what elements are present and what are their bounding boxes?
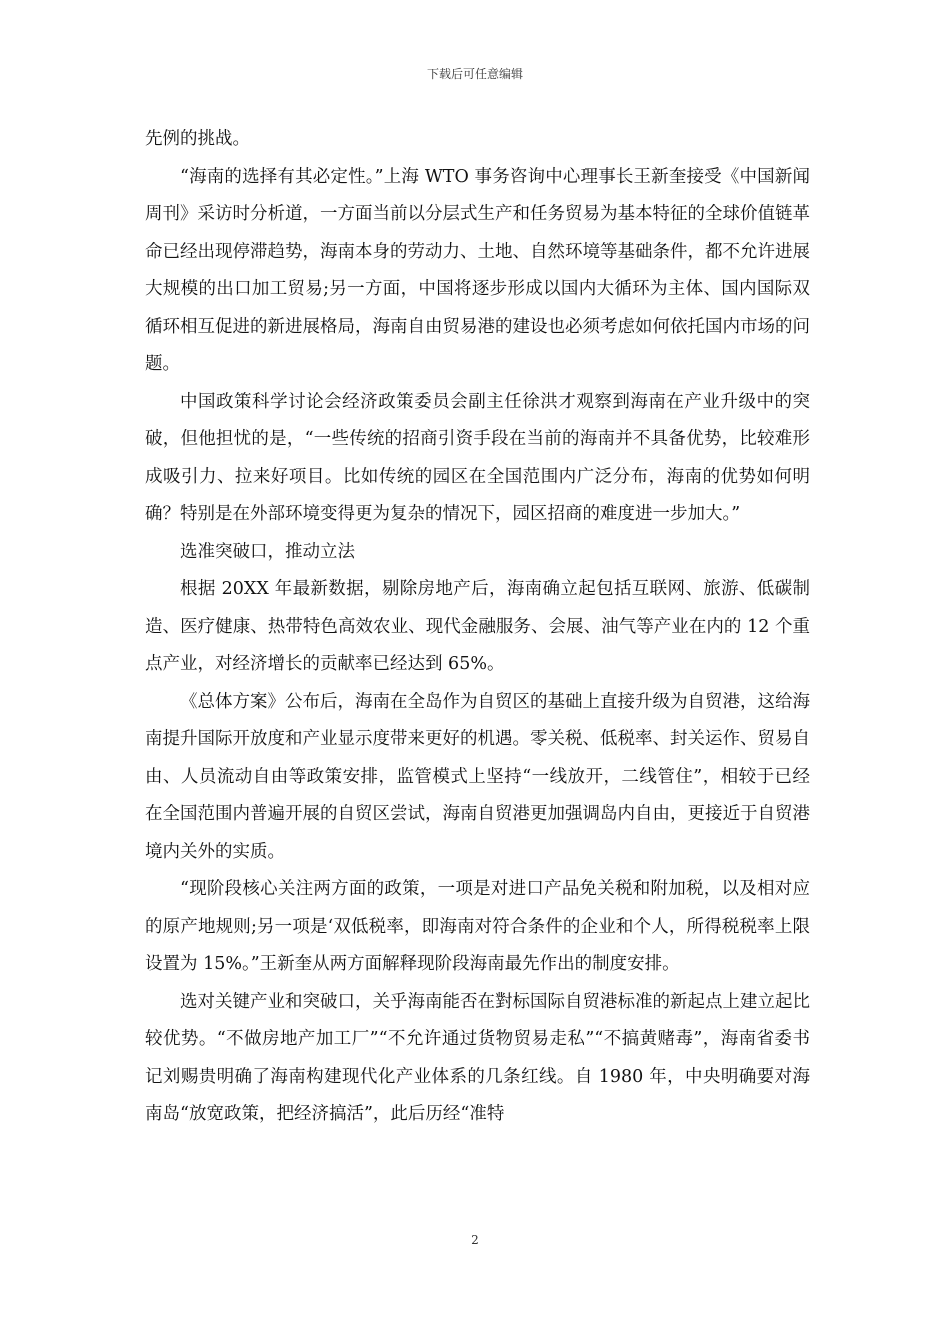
body-text <box>145 121 810 1134</box>
paragraph-3: 中国政策科学讨论会经济政策委员会副主任徐洪才观察到海南在产业升级中的突破，但他担忧的是，“一些传统的招商引资手段在当前的海南并不具备优势，比较难形成吸引力、拉来好项目。比如传统的园区在全国范围内广泛分布，海南的优势如何明确？特别是在外部环境变得更为复杂的情况下，园区招商的难度进一步加大。” <box>145 391 810 524</box>
paragraph-2: “海南的选择有其必定性。”上海 WTO 事务咨询中心理事长王新奎接受《中国新闻周刊》采访时分析道，一方面当前以分层式生产和任务贸易为基本特征的全球价值链革命已经出现停滞趋势，海南本身的劳动力、土地、自然环境等基础条件，都不允许进展大规模的出口加工贸易;另一方面，中国将逐步形成以国内大循环为主体、国内国际双循环相互促进的新进展格局，海南自由贸易港的建设也必须考虑如何依托国内市场的问题。 <box>145 166 810 374</box>
section-heading: 选准突破口，推动立法 <box>180 541 355 562</box>
page-number: 2 <box>471 1233 479 1247</box>
page-header: 下载后可任意编辑 <box>426 67 523 81</box>
paragraph-1: 先例的挑战。 <box>145 129 250 149</box>
paragraph-7: 选对关键产业和突破口，关乎海南能否在對标国际自贸港标准的新起点上建立起比较优势。“不做房地产加工厂”“不允许通过货物贸易走私”“不搞黄赌毒”，海南省委书记刘赐贵明确了海南构建现代化产业体系的几条红线。自 1980 年，中央明确要对海南岛“放宽政策，把经济搞活”，此后历经“准特 <box>145 991 810 1124</box>
paragraph-5: 《总体方案》公布后，海南在全岛作为自贸区的基础上直接升级为自贸港，这给海南提升国际开放度和产业显示度带来更好的机遇。零关税、低税率、封关运作、贸易自由、人员流动自由等政策安排，监管模式上坚持“一线放开，二线管住”，相较于已经在全国范围内普遍开展的自贸区尝试，海南自贸港更加强调岛内自由，更接近于自贸港境内关外的实质。 <box>145 691 810 862</box>
paragraph-6: “现阶段核心关注两方面的政策，一项是对进口产品免关税和附加税，以及相对应的原产地规则;另一项是‘双低税率，即海南对符合条件的企业和个人，所得税税率上限设置为 15%。”王新奎从两方面解释现阶段海南最先作出的制度安排。 <box>145 879 810 974</box>
paragraph-4: 根据 20XX 年最新数据，剔除房地产后，海南确立起包括互联网、旅游、低碳制造、医疗健康、热带特色高效农业、现代金融服务、会展、油气等产业在内的 12 个重点产业，对经济增长的贡献率已经达到 65%。 <box>145 579 810 674</box>
